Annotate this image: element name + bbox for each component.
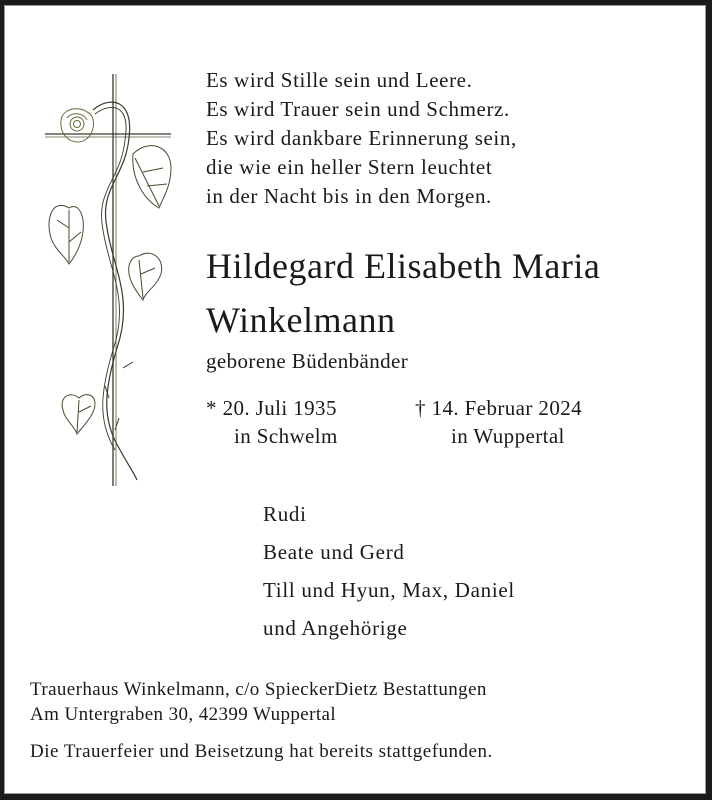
poem-line: Es wird Trauer sein und Schmerz. (206, 97, 510, 121)
birth-symbol: * (206, 396, 217, 420)
poem-line: Es wird Stille sein und Leere. (206, 68, 473, 92)
mourner: Rudi (263, 502, 307, 526)
funeral-notice: Die Trauerfeier und Beisetzung hat bereits stattgefunden. (30, 741, 493, 762)
death-place: in Wuppertal (451, 424, 565, 448)
mourners-list (263, 495, 515, 647)
poem (206, 66, 517, 211)
birth-name: geborene Büdenbänder (206, 349, 409, 373)
contact-line: Am Untergraben 30, 42399 Wuppertal (30, 704, 337, 725)
birth-place: in Schwelm (234, 424, 338, 448)
mourner: und Angehörige (263, 616, 408, 640)
contact-address (30, 677, 487, 727)
poem-line: in der Nacht bis in den Morgen. (206, 184, 492, 208)
mourner: Beate und Gerd (263, 540, 405, 564)
poem-line: die wie ein heller Stern leuchtet (206, 155, 493, 179)
deceased-name (206, 239, 600, 347)
death-date: 14. Februar 2024 (431, 396, 583, 420)
birth-info (206, 394, 338, 450)
obituary-notice (4, 5, 706, 794)
contact-line: Trauerhaus Winkelmann, c/o SpieckerDietz Bestattungen (30, 679, 487, 700)
death-info (415, 394, 582, 450)
poem-line: Es wird dankbare Erinnerung sein, (206, 126, 517, 150)
birth-date: 20. Juli 1935 (222, 396, 337, 420)
cross-with-vine-and-rose-icon (39, 68, 179, 488)
deceased-name-first: Hildegard Elisabeth Maria (206, 246, 601, 286)
mourner: Till und Hyun, Max, Daniel (263, 578, 515, 602)
death-symbol: † (415, 396, 426, 420)
deceased-name-last: Winkelmann (206, 300, 396, 340)
